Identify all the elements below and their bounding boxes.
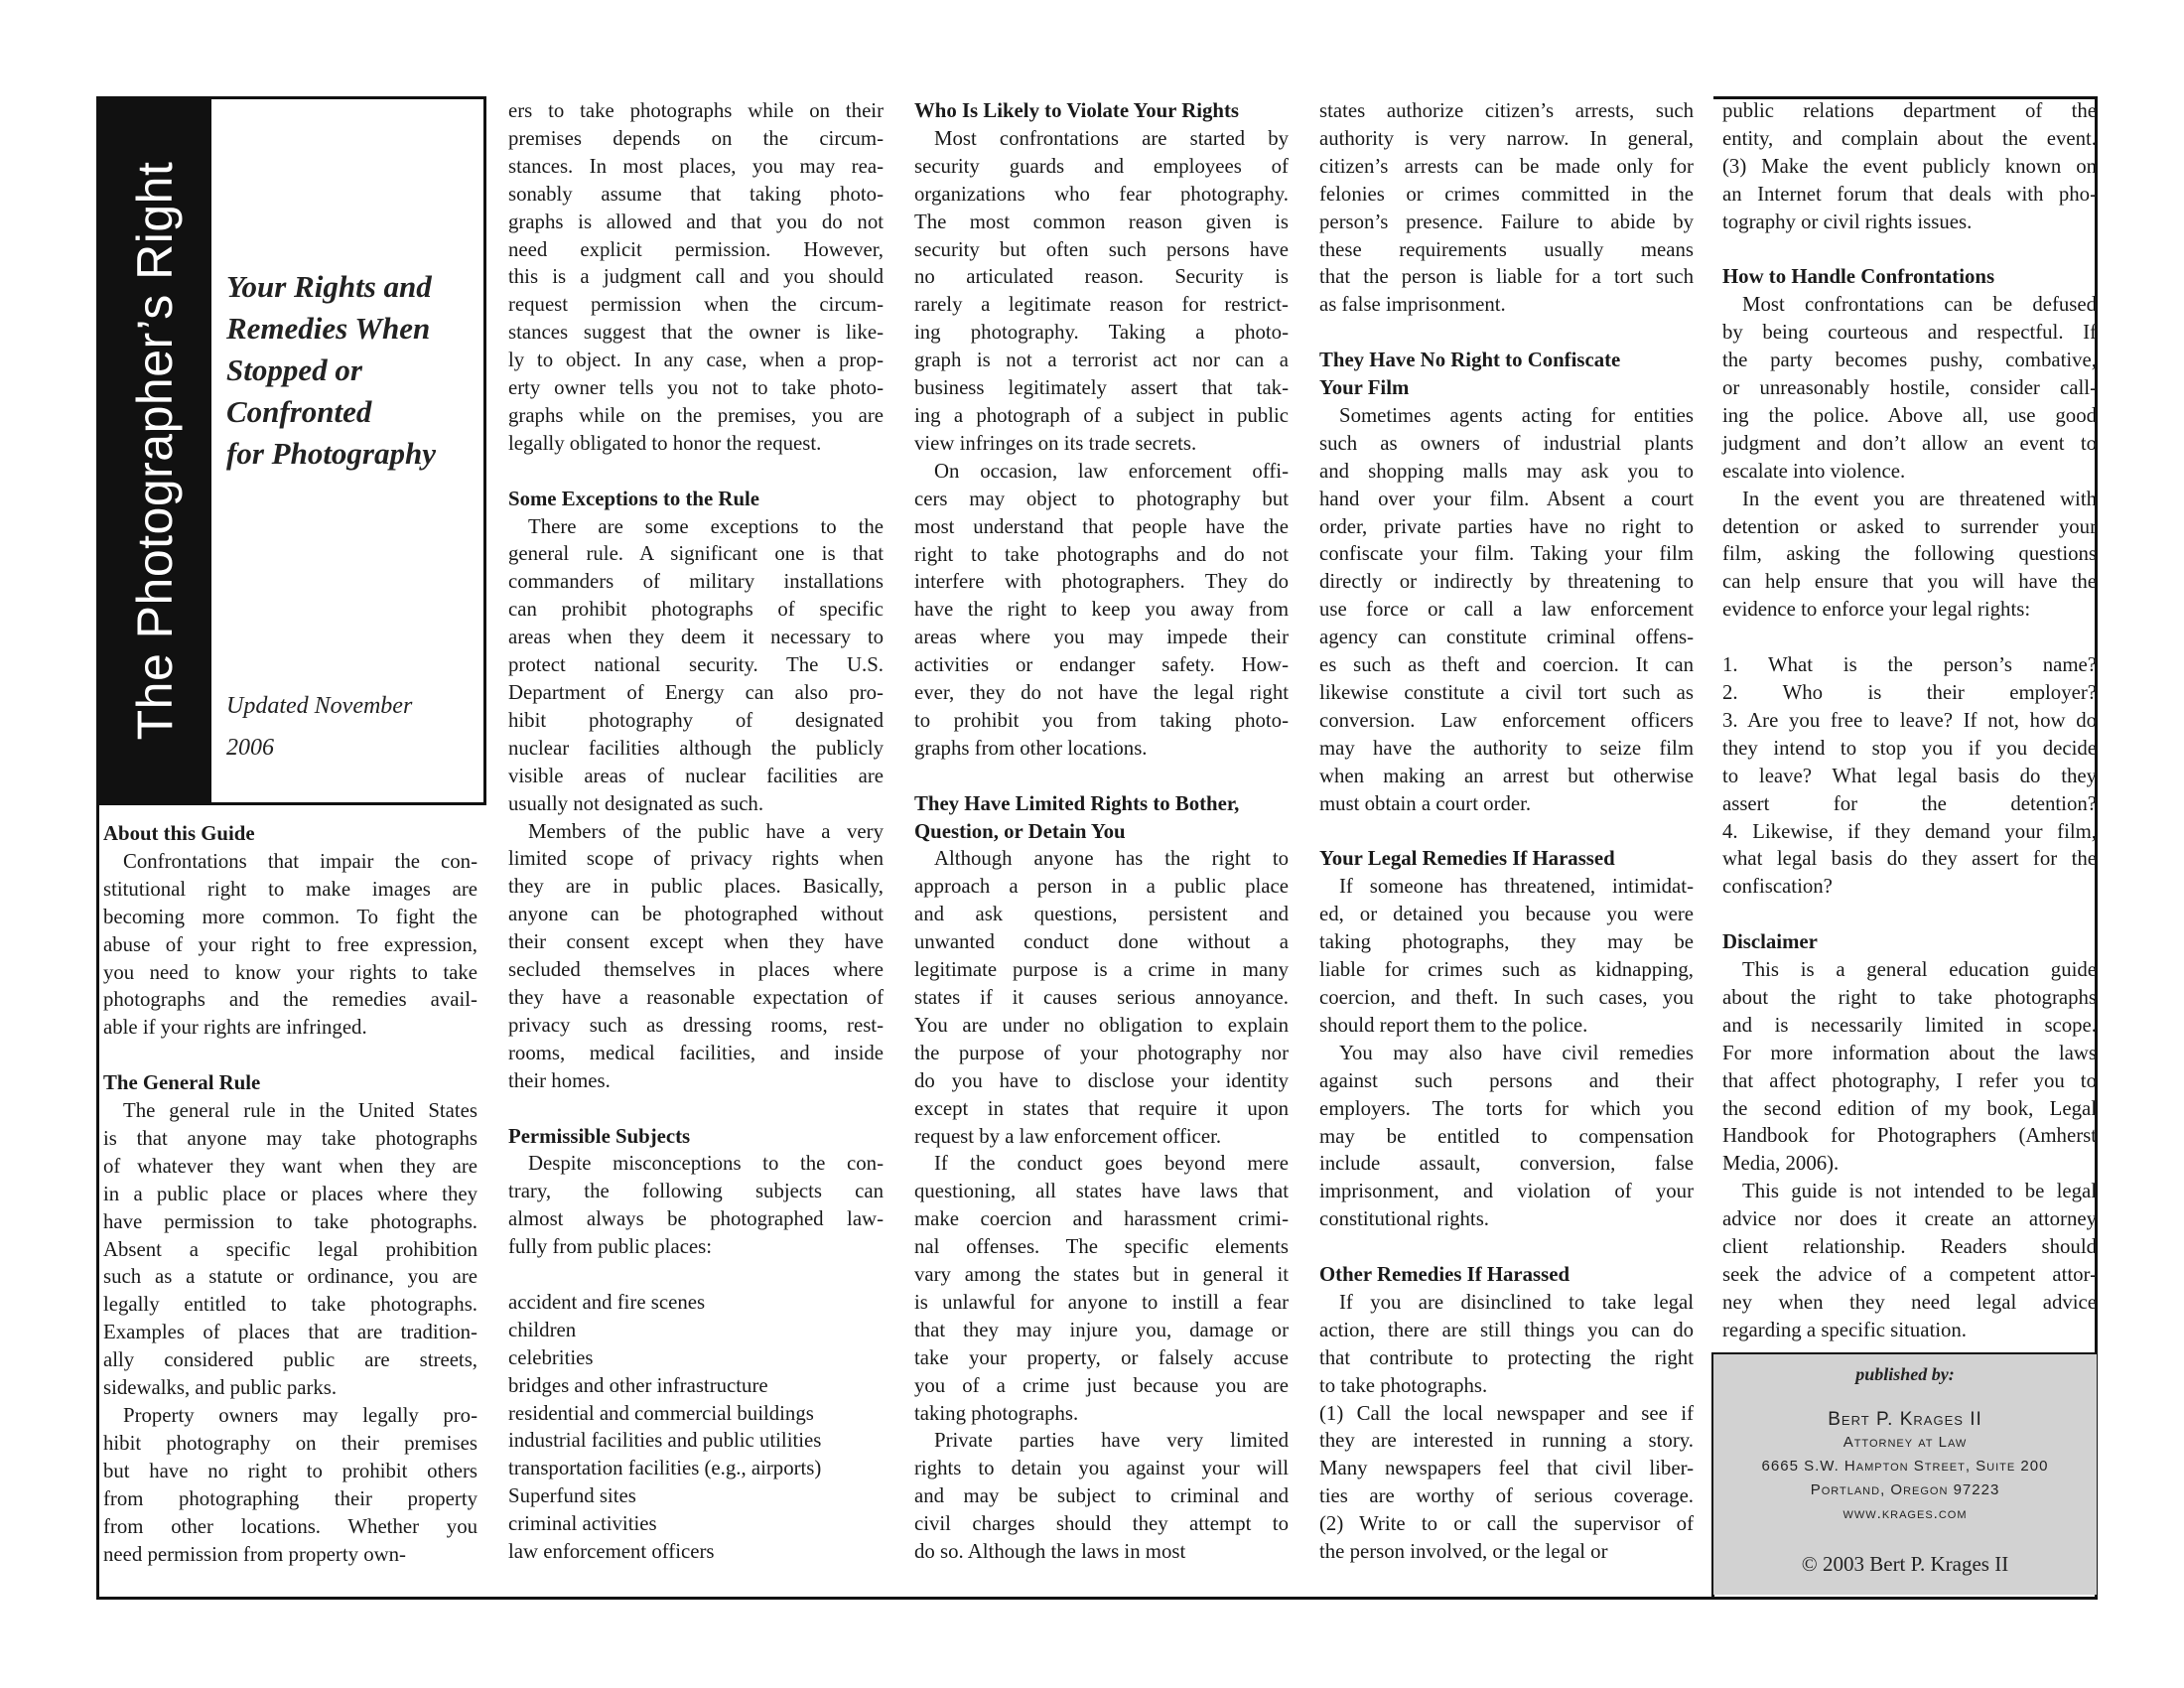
text-line: order, private parties have no right to (1319, 514, 1694, 538)
masthead-subtitle (226, 266, 484, 475)
subjects-list (508, 1289, 884, 1566)
text-line: Media, 2006). (1722, 1152, 1840, 1176)
text-line: There are some exceptions to the (528, 514, 884, 538)
text-line: abuse of your right to free expression, (103, 932, 478, 956)
text-line: view infringes on its trade secrets. (914, 431, 1197, 455)
text-line: action, there are still things you can do (1319, 1318, 1694, 1341)
publisher-city: Portland, Oregon 97223 (1810, 1481, 2000, 1498)
text-line: security guards and employees of (914, 154, 1289, 178)
text-line: visible areas of nuclear facilities are (508, 764, 884, 787)
text-line: Members of the public have a very (528, 819, 884, 843)
text-line: do you have to disclose your identity (914, 1068, 1289, 1092)
text-line: their consent except when they have (508, 930, 884, 954)
disclaimer-paragraph (1722, 956, 2097, 1178)
text-line: seek the advice of a competent attor- (1722, 1263, 2097, 1287)
text-line: they have a reasonable expectation of (508, 985, 884, 1009)
column-5 (1722, 97, 2097, 1344)
text-line: nuclear facilities although the publicly (508, 736, 884, 760)
legal-remedies-heading: Your Legal Remedies If Harassed (1319, 847, 1615, 871)
text-line: Many newspapers feel that civil liber- (1319, 1457, 1694, 1480)
list-item: residential and commercial buildings (508, 1401, 814, 1425)
confiscate-film-heading (1319, 347, 1694, 402)
text-line: no articulated reason. Security is (914, 265, 1289, 289)
publisher-title: Attorney at Law (1843, 1434, 1968, 1451)
text-line: make coercion and harassment crimi- (914, 1207, 1289, 1231)
list-item: law enforcement officers (508, 1540, 715, 1564)
text-line: ally considered public are streets, (103, 1348, 478, 1372)
text-line: legally entitled to take photographs. (103, 1293, 478, 1317)
text-line: except in states that require it upon (914, 1096, 1289, 1120)
text-line: You are under no obligation to explain (914, 1013, 1289, 1037)
text-line: If someone has threatened, intimidat- (1339, 875, 1694, 899)
text-line: (1) Call the local newspaper and see if (1319, 1401, 1694, 1425)
text-line: rarely a legitimate reason for restrict- (914, 293, 1289, 317)
text-line: 2. Who is their employer? (1722, 681, 2097, 704)
limited-rights-heading (914, 790, 1289, 846)
text-line: premises depends on the circum- (508, 126, 884, 150)
text-line: graphs is allowed and that you do not (508, 210, 884, 233)
text-line: areas when they deem it necessary to (508, 626, 884, 649)
text-line: unwanted conduct done without a (914, 930, 1289, 954)
text-line: protect national security. The U.S. (508, 653, 884, 677)
text-line: in a public place or places where they (103, 1182, 478, 1205)
text-line: You may also have civil remedies (1339, 1041, 1694, 1064)
text-line: may have the authority to seize film (1319, 736, 1694, 760)
permissible-subjects-paragraph (508, 1150, 884, 1261)
other-remedies-paragraph (1319, 1289, 1694, 1400)
masthead-title: The Photographer’s Right (126, 161, 183, 741)
text-line: detention or asked to surrender your (1722, 514, 2097, 538)
text-line: taking photographs, they may be (1319, 930, 1694, 954)
text-line: request by a law enforcement officer. (914, 1124, 1222, 1148)
text-line: have permission to take photographs. (103, 1209, 478, 1233)
handle-confrontations-paragraph (1722, 291, 2097, 485)
text-line: sidewalks, and public parks. (103, 1376, 338, 1400)
text-line: The most common reason given is (914, 210, 1289, 233)
text-line: On occasion, law enforcement offi- (934, 459, 1289, 483)
text-line: of whatever they want when they are (103, 1154, 478, 1178)
text-line: have the right to keep you away from (914, 598, 1289, 622)
publisher-website[interactable]: www.krages.com (1843, 1505, 1968, 1522)
copyright-notice: © 2003 Bert P. Krages II (1801, 1552, 2009, 1576)
text-line: hibit photography on their premises (103, 1431, 478, 1455)
heading-line: They Have No Right to Confiscate (1319, 349, 1621, 372)
text-line: This is a general education guide (1742, 958, 2097, 982)
text-line: must obtain a court order. (1319, 791, 1532, 815)
text-line: es such as theft and coercion. It can (1319, 653, 1694, 677)
text-line: likewise constitute a civil tort such as (1319, 681, 1694, 705)
text-line: their homes. (508, 1068, 611, 1092)
text-line: this is a judgment call and you should (508, 265, 884, 289)
text-line: ney when they need legal advice (1722, 1290, 2097, 1314)
subtitle-line: Your Rights and (226, 269, 432, 304)
text-line: areas where you may impede their (914, 626, 1289, 649)
text-line: Private parties have very limited (934, 1429, 1289, 1453)
text-line: need explicit permission. However, (508, 237, 884, 261)
text-line: nal offenses. The specific elements (914, 1235, 1289, 1259)
text-line: ever, they do not have the legal right (914, 681, 1289, 705)
questions-list (1722, 651, 2097, 901)
about-paragraph (103, 848, 478, 1042)
list-item: accident and fire scenes (508, 1290, 706, 1314)
text-line: and is necessarily limited in scope. (1722, 1013, 2097, 1037)
text-line: graphs from other locations. (914, 736, 1148, 760)
text-line: vary among the states but in general it (914, 1263, 1289, 1287)
text-line: do so. Although the laws in most (914, 1540, 1186, 1564)
text-line: escalate into violence. (1722, 459, 1906, 483)
text-line: public relations department of the (1722, 99, 2097, 122)
limited-rights-paragraph (914, 845, 1289, 1150)
arrests-continued-paragraph (1319, 97, 1694, 319)
text-line: approach a person in a public place (914, 875, 1289, 899)
text-line: client relationship. Readers should (1722, 1235, 2097, 1259)
text-line: 4. Likewise, if they demand your film, (1722, 819, 2097, 843)
exceptions-paragraph (508, 513, 884, 818)
text-line: ing photography. Taking a photo- (914, 321, 1289, 345)
text-line: becoming more common. To fight the (103, 905, 478, 928)
updated-line: Updated November (226, 693, 413, 719)
text-line: Most confrontations are started by (934, 126, 1289, 150)
text-line: Department of Energy can also pro- (508, 681, 884, 705)
text-line: by being courteous and respectful. If (1722, 321, 2097, 345)
text-line: that contribute to protecting the right (1319, 1345, 1694, 1369)
text-line: questioning, all states have laws that (914, 1180, 1289, 1203)
text-line: against such persons and their (1319, 1068, 1694, 1092)
text-line: regarding a specific situation. (1722, 1318, 1968, 1341)
text-line: able if your rights are infringed. (103, 1016, 367, 1040)
list-item: Superfund sites (508, 1484, 636, 1508)
text-line: judgment and don’t allow an event to (1722, 431, 2097, 455)
text-line: legally obligated to honor the request. (508, 431, 822, 455)
text-line: to prohibit you from taking photo- (914, 708, 1289, 732)
owners-continued-paragraph (508, 97, 884, 458)
text-line: states if it causes serious annoyance. (914, 985, 1289, 1009)
updated-line: 2006 (226, 735, 274, 761)
general-rule-paragraph (103, 1097, 478, 1402)
list-item: children (508, 1318, 577, 1341)
publisher-name: Bert P. Krages II (1828, 1409, 1982, 1430)
permissible-subjects-heading: Permissible Subjects (508, 1124, 691, 1148)
text-line: to take photographs. (1319, 1373, 1488, 1397)
text-line: 3. Are you free to leave? If not, how do (1722, 708, 2097, 732)
text-line: activities or endanger safety. How- (914, 653, 1289, 677)
column-4 (1319, 97, 1694, 1566)
updated-date (226, 685, 455, 769)
text-line: authority is very narrow. In general, (1319, 126, 1694, 150)
text-line: graphs while on the premises, you are (508, 403, 884, 427)
subtitle-line: Confronted (226, 394, 372, 429)
list-item: criminal activities (508, 1512, 657, 1536)
text-line: privacy such as dressing rooms, rest- (508, 1013, 884, 1037)
text-line: felonies or crimes committed in the (1319, 182, 1694, 206)
text-line: to leave? What legal basis do they (1722, 764, 2097, 787)
text-line: Examples of places that are tradition- (103, 1321, 478, 1344)
text-line: request permission when the circum- (508, 293, 884, 317)
frame-bottom (96, 1597, 2098, 1600)
text-line: general rule. A significant one is that (508, 542, 884, 566)
text-line: The general rule in the United States (123, 1099, 478, 1123)
text-line: is unlawful for anyone to instill a fear (914, 1290, 1289, 1314)
list-item: industrial facilities and public utilities (508, 1429, 822, 1453)
text-line: ing the police. Above all, use good (1722, 403, 2097, 427)
text-line: rights to detain you against your will (914, 1457, 1289, 1480)
text-line: photographs and the remedies avail- (103, 988, 478, 1012)
heading-line: They Have Limited Rights to Bother, (914, 791, 1240, 815)
heading-line: Question, or Detain You (914, 819, 1126, 843)
text-line: usually not designated as such. (508, 791, 764, 815)
masthead-title-block (97, 97, 211, 804)
text-line: ly to object. In any case, when a prop- (508, 349, 884, 372)
text-line: ed, or detained you because you were (1319, 903, 1694, 926)
text-line: an Internet forum that deals with pho- (1722, 182, 2097, 206)
heading-line: Your Film (1319, 376, 1410, 400)
text-line: civil charges should they attempt to (914, 1512, 1289, 1536)
list-item: transportation facilities (e.g., airports) (508, 1457, 822, 1480)
text-line: liable for crimes such as kidnapping, (1319, 958, 1694, 982)
text-line: taking photographs. (914, 1401, 1079, 1425)
disclaimer-heading: Disclaimer (1722, 930, 1818, 954)
text-line: tography or civil rights issues. (1722, 210, 1973, 233)
text-line: Most confrontations can be defused (1742, 293, 2097, 317)
subtitle-line: for Photography (226, 436, 436, 471)
text-line: and may be subject to criminal and (914, 1484, 1289, 1508)
text-line: most understand that people have the (914, 514, 1289, 538)
text-line: as false imprisonment. (1319, 293, 1506, 317)
text-line: graph is not a terrorist act nor can a (914, 349, 1289, 372)
officers-paragraph (914, 458, 1289, 763)
text-line: they are interested in running a story. (1319, 1429, 1694, 1453)
text-line: constitutional rights. (1319, 1207, 1489, 1231)
list-item: bridges and other infrastructure (508, 1373, 768, 1397)
column-1 (103, 820, 478, 1568)
text-line: employers. The torts for which you (1319, 1096, 1694, 1120)
text-line: limited scope of privacy rights when (508, 847, 884, 871)
property-owners-paragraph (103, 1402, 478, 1568)
list-item: celebrities (508, 1345, 594, 1369)
text-line: commanders of military installations (508, 570, 884, 594)
general-rule-heading: The General Rule (103, 1071, 261, 1095)
text-line: Although anyone has the right to (934, 847, 1289, 871)
text-line: security but often such persons have (914, 237, 1289, 261)
text-line: Absent a specific legal prohibition (103, 1237, 478, 1261)
text-line: confiscation? (1722, 875, 1833, 899)
text-line: Handbook for Photographers (Amherst (1722, 1124, 2097, 1148)
text-line: Confrontations that impair the con- (123, 849, 478, 873)
text-line: that affect photography, I refer you to (1722, 1068, 2097, 1092)
text-line: ing a photograph of a subject in public (914, 403, 1289, 427)
public-relations-paragraph (1722, 97, 2097, 236)
text-line: and shopping malls may ask you to (1319, 459, 1694, 483)
text-line: stances suggest that the owner is like- (508, 321, 884, 345)
text-line: stances. In most places, you may rea- (508, 154, 884, 178)
steps-paragraph (1319, 1400, 1694, 1566)
text-line: conversion. Law enforcement officers (1319, 708, 1694, 732)
text-line: the party becomes pushy, combative, (1722, 349, 2097, 372)
text-line: the second edition of my book, Legal (1722, 1096, 2097, 1120)
text-line: Despite misconceptions to the con- (528, 1152, 884, 1176)
text-line: ers to take photographs while on their (508, 99, 884, 122)
text-line: they intend to stop you if you decide (1722, 736, 2097, 760)
text-line: If the conduct goes beyond mere (934, 1152, 1289, 1176)
text-line: the person involved, or the legal or (1319, 1540, 1608, 1564)
text-line: these requirements usually means (1319, 237, 1694, 261)
text-line: In the event you are threatened with (1742, 487, 2097, 510)
text-line: or unreasonably hostile, consider call- (1722, 376, 2097, 400)
conduct-paragraph (914, 1150, 1289, 1427)
text-line: may be entitled to compensation (1319, 1124, 1694, 1148)
text-line: that they may injure you, damage or (914, 1318, 1289, 1341)
subtitle-line: Remedies When (226, 311, 431, 346)
legal-notice-paragraph (1722, 1178, 2097, 1343)
text-line: ties are worthy of serious coverage. (1319, 1484, 1694, 1508)
text-line: such as a statute or ordinance, you are (103, 1265, 478, 1289)
text-line: advice nor does it create an attorney (1722, 1207, 2097, 1231)
exceptions-heading: Some Exceptions to the Rule (508, 487, 760, 510)
text-line: Property owners may legally pro- (123, 1404, 478, 1428)
text-line: legitimate purpose is a crime in many (914, 958, 1289, 982)
text-line: (2) Write to or call the supervisor of (1319, 1512, 1694, 1536)
text-line: use force or call a law enforcement (1319, 598, 1694, 622)
text-line: interfere with photographers. They do (914, 570, 1289, 594)
text-line: need permission from property own- (103, 1542, 406, 1566)
text-line: that the person is liable for a tort such (1319, 265, 1694, 289)
text-line: but have no right to prohibit others (103, 1459, 478, 1482)
threatened-paragraph (1722, 486, 2097, 625)
column-3 (914, 97, 1289, 1566)
text-line: This guide is not intended to be legal (1742, 1180, 2097, 1203)
text-line: confiscate your film. Taking your film (1319, 542, 1694, 566)
text-line: states authorize citizen’s arrests, such (1319, 99, 1694, 122)
text-line: anyone can be photographed without (508, 903, 884, 926)
text-line: organizations who fear photography. (914, 182, 1289, 206)
text-line: should report them to the police. (1319, 1013, 1588, 1037)
publisher-street: 6665 S.W. Hampton Street, Suite 200 (1761, 1458, 2049, 1475)
text-line: directly or indirectly by threatening to (1319, 570, 1694, 594)
text-line: stitutional right to make images are (103, 877, 478, 901)
civil-remedies-paragraph (1319, 1040, 1694, 1233)
text-line: what legal basis do they assert for the (1722, 847, 2097, 871)
text-line: imprisonment, and violation of your (1319, 1180, 1694, 1203)
other-remedies-heading: Other Remedies If Harassed (1319, 1263, 1570, 1287)
publisher-label: published by: (1855, 1364, 1955, 1384)
text-line: (3) Make the event publicly known on (1722, 154, 2097, 178)
text-line: entity, and complain about the event. (1722, 126, 2097, 150)
text-line: fully from public places: (508, 1235, 713, 1259)
text-line: from other locations. Whether you (103, 1514, 478, 1538)
text-line: sonably assume that taking photo- (508, 182, 884, 206)
text-line: take your property, or falsely accuse (914, 1345, 1289, 1369)
text-line: erty owner tells you not to take photo- (508, 376, 884, 400)
violate-paragraph (914, 125, 1289, 458)
text-line: is that anyone may take photographs (103, 1126, 478, 1150)
text-line: business legitimately assert that tak- (914, 376, 1289, 400)
text-line: can prohibit photographs of specific (508, 598, 884, 622)
text-line: coercion, and theft. In such cases, you (1319, 985, 1694, 1009)
text-line: secluded themselves in places where (508, 958, 884, 982)
text-line: cers may object to photography but (914, 487, 1289, 510)
text-line: For more information about the laws (1722, 1041, 2097, 1064)
violate-heading: Who Is Likely to Violate Your Rights (914, 99, 1240, 122)
text-line: If you are disinclined to take legal (1339, 1290, 1694, 1314)
legal-remedies-paragraph (1319, 873, 1694, 1039)
text-line: right to take photographs and do not (914, 542, 1289, 566)
subtitle-line: Stopped or (226, 352, 362, 387)
text-line: agency can constitute criminal offens- (1319, 626, 1694, 649)
text-line: hand over your film. Absent a court (1319, 487, 1694, 510)
text-line: they are in public places. Basically, (508, 875, 884, 899)
text-line: hibit photography of designated (508, 708, 884, 732)
text-line: 1. What is the person’s name? (1722, 653, 2097, 677)
text-line: about the right to take photographs (1722, 985, 2097, 1009)
text-line: person’s presence. Failure to abide by (1319, 210, 1694, 233)
publisher-box (1713, 1354, 2097, 1595)
text-line: assert for the detention? (1722, 791, 2097, 815)
text-line: the purpose of your photography nor (914, 1041, 1289, 1064)
text-line: evidence to enforce your legal rights: (1722, 598, 2031, 622)
text-line: almost always be photographed law- (508, 1207, 884, 1231)
about-heading: About this Guide (103, 822, 255, 845)
text-line: and ask questions, persistent and (914, 903, 1289, 926)
text-line: Sometimes agents acting for entities (1339, 403, 1694, 427)
privacy-paragraph (508, 818, 884, 1095)
text-line: rooms, medical facilities, and inside (508, 1041, 884, 1064)
text-line: film, asking the following questions (1722, 542, 2097, 566)
text-line: you need to know your rights to take (103, 960, 478, 984)
text-line: citizen’s arrests can be made only for (1319, 154, 1694, 178)
text-line: when making an arrest but otherwise (1319, 764, 1694, 787)
handle-confrontations-heading: How to Handle Confrontations (1722, 265, 1995, 289)
private-parties-paragraph (914, 1427, 1289, 1566)
column-2 (508, 97, 884, 1566)
text-line: from photographing their property (103, 1486, 478, 1510)
text-line: you of a crime just because you are (914, 1373, 1289, 1397)
text-line: trary, the following subjects can (508, 1180, 884, 1203)
text-line: can help ensure that you will have the (1722, 570, 2097, 594)
text-line: such as owners of industrial plants (1319, 431, 1694, 455)
text-line: include assault, conversion, false (1319, 1152, 1694, 1176)
confiscate-film-paragraph (1319, 402, 1694, 818)
